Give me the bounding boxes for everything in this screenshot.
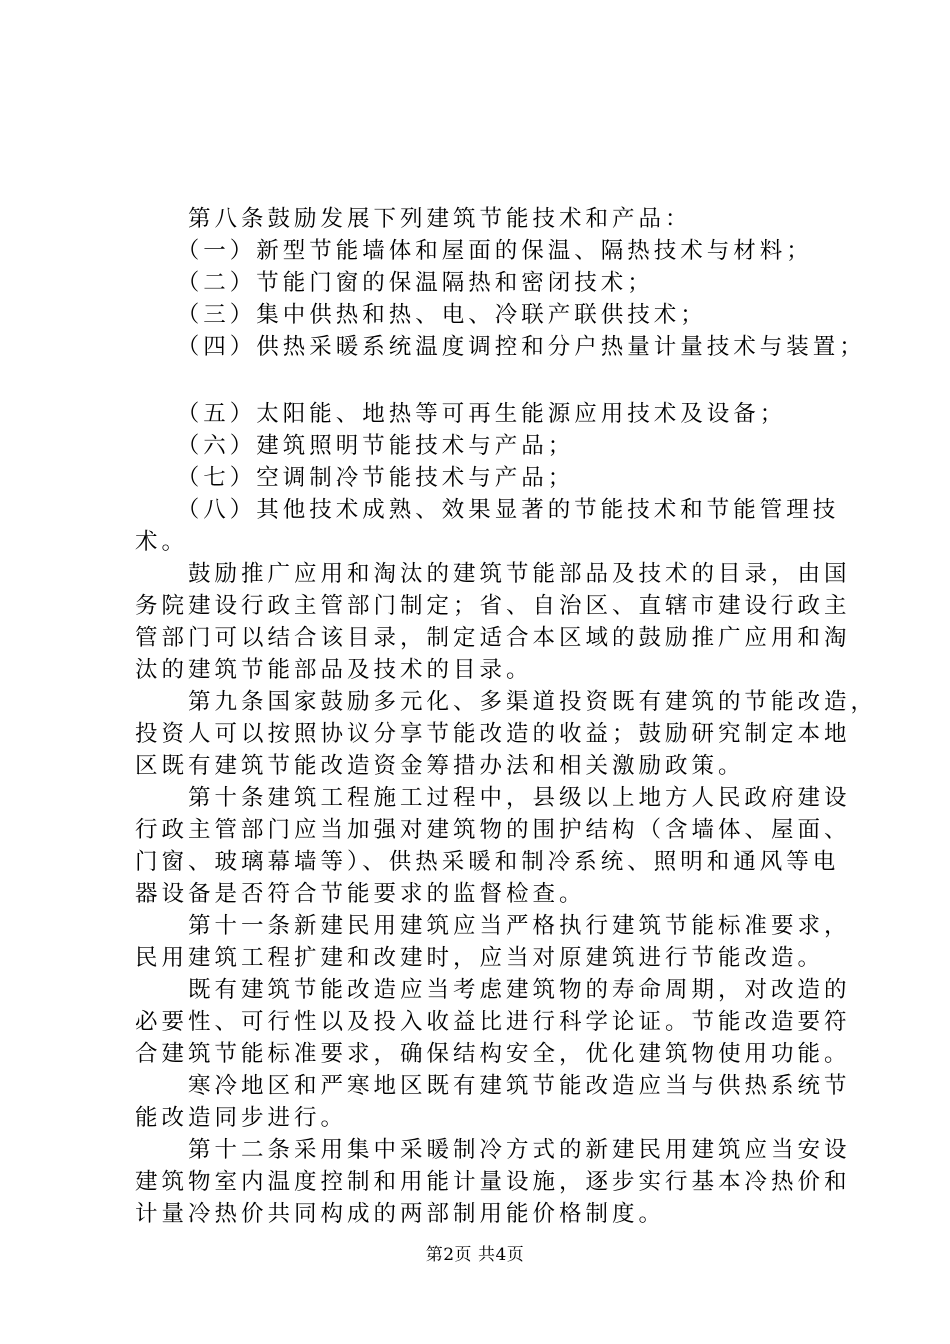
text-line: （五）太阳能、地热等可再生能源应用技术及设备； [135,401,787,427]
text-line: 门窗、玻璃幕墙等）、供热采暖和制冷系统、照明和通风等电 [135,849,840,875]
text-line: 计量冷热价共同构成的两部制用能价格制度。 [135,1201,666,1227]
text-line: 第九条国家鼓励多元化、多渠道投资既有建筑的节能改造， [135,689,878,715]
text-line: 合建筑节能标准要求，确保结构安全，优化建筑物使用功能。 [135,1041,851,1067]
text-line: 建筑物室内温度控制和用能计量设施，逐步实行基本冷热价和 [135,1169,851,1195]
blank-line [135,363,835,398]
text-line: （七）空调制冷节能技术与产品； [135,465,575,491]
page-footer: 第2页 共4页 [425,1245,525,1265]
text-line: 必要性、可行性以及投入收益比进行科学论证。节能改造要符 [135,1009,851,1035]
text-line: 寒冷地区和严寒地区既有建筑节能改造应当与供热系统节 [135,1073,851,1099]
text-line: （一）新型节能墙体和屋面的保温、隔热技术与材料； [135,238,813,264]
text-line: 能改造同步进行。 [135,1105,348,1131]
document-body [135,203,878,1230]
text-line: （六）建筑照明节能技术与产品； [135,433,575,459]
text-line: （三）集中供热和热、电、冷联产联供技术； [135,302,707,328]
text-line: （二）节能门窗的保温隔热和密闭技术； [135,270,654,296]
text-line: 鼓励推广应用和淘汰的建筑节能部品及技术的目录，由国 [135,561,851,587]
text-line: 行政主管部门应当加强对建筑物的围护结构（含墙体、屋面、 [135,817,851,843]
text-line: 第十条建筑工程施工过程中，县级以上地方人民政府建设 [135,785,851,811]
text-line: 术。 [135,529,189,555]
text-line: （八）其他技术成熟、效果显著的节能技术和节能管理技 [135,497,840,523]
text-line: 器设备是否符合节能要求的监督检查。 [135,881,586,907]
text-line: 区既有建筑节能改造资金筹措办法和相关激励政策。 [135,753,745,779]
text-line: 第十一条新建民用建筑应当严格执行建筑节能标准要求， [135,913,851,939]
text-line: 务院建设行政主管部门制定；省、自治区、直辖市建设行政主 [135,593,851,619]
text-line: 既有建筑节能改造应当考虑建筑物的寿命周期，对改造的 [135,977,851,1003]
text-line: （四）供热采暖系统温度调控和分户热量计量技术与装置； [135,334,866,360]
text-line: 管部门可以结合该目录，制定适合本区域的鼓励推广应用和淘 [135,625,851,651]
text-line: 第八条鼓励发展下列建筑节能技术和产品： [135,206,692,232]
text-line: 汰的建筑节能部品及技术的目录。 [135,657,533,683]
text-line: 投资人可以按照协议分享节能改造的收益；鼓励研究制定本地 [135,721,851,747]
text-line: 民用建筑工程扩建和改建时，应当对原建筑进行节能改造。 [135,945,825,971]
text-line: 第十二条采用集中采暖制冷方式的新建民用建筑应当安设 [135,1137,851,1163]
